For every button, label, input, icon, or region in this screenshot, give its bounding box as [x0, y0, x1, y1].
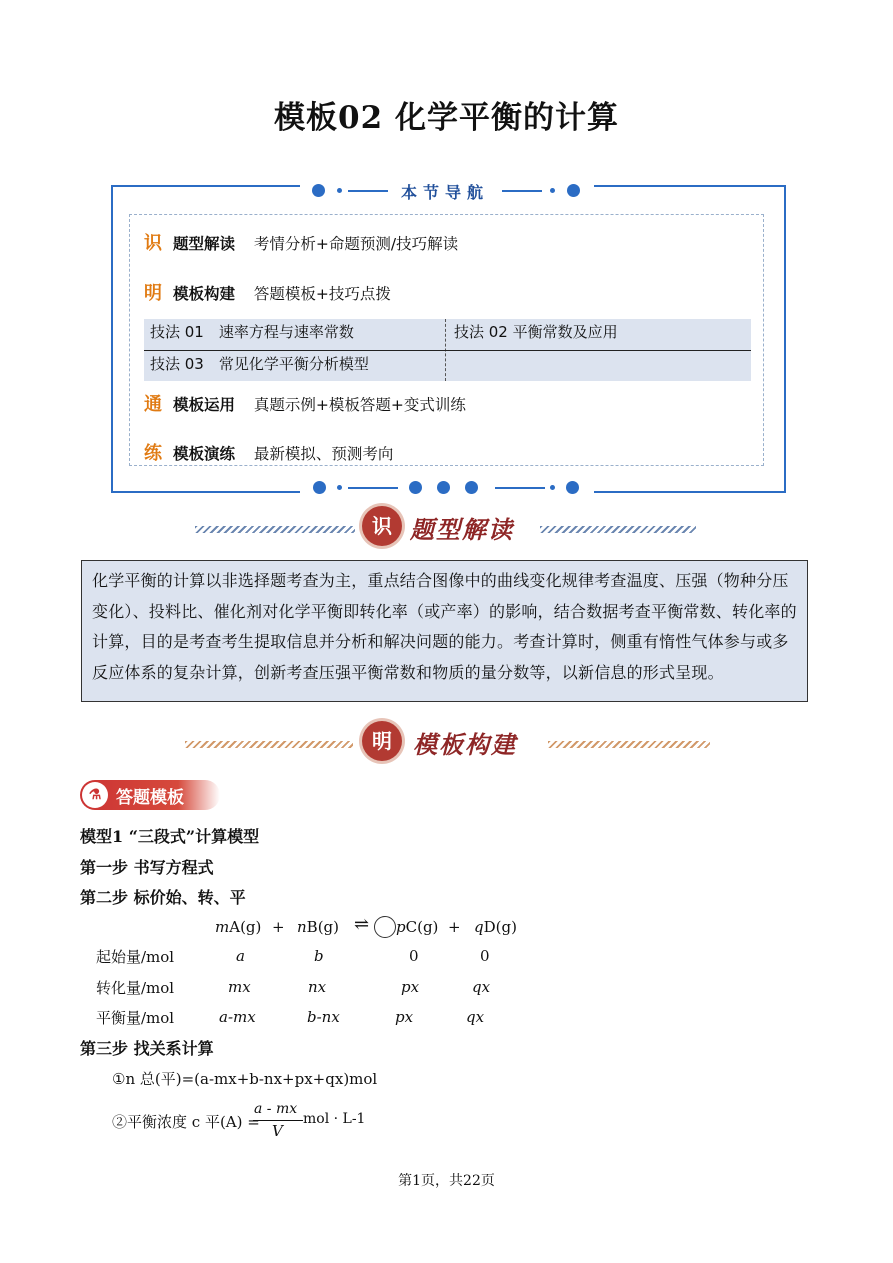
dot-icon — [409, 481, 422, 494]
technique-link-1[interactable]: 技法 01 速率方程与速率常数 — [150, 323, 354, 341]
banner-stripe — [195, 526, 355, 533]
model-title: 模型1 “三段式”计算模型 — [80, 827, 260, 846]
dot-icon — [567, 184, 580, 197]
dot-icon — [337, 485, 342, 490]
section-heading: 题型解读 — [410, 515, 514, 544]
calc-total-moles: ①n 总(平)=(a-mx+b-nx+px+qx)mol — [112, 1070, 378, 1088]
dot-icon — [566, 481, 579, 494]
dot-icon — [437, 481, 450, 494]
section-badge: 明 — [362, 721, 402, 761]
intro-box — [81, 560, 808, 702]
technique-link-3[interactable]: 技法 03 常见化学平衡分析模型 — [150, 355, 369, 373]
fraction-numerator: a - mx — [254, 1101, 298, 1117]
step-1: 第一步 书写方程式 — [80, 858, 214, 877]
technique-link-2[interactable]: 技法 02 平衡常数及应用 — [454, 323, 618, 341]
dot-icon — [312, 184, 325, 197]
section-badge: 识 — [362, 506, 402, 546]
page-number: 第1页，共22页 — [398, 1173, 495, 1189]
nav-title: 本节导航 — [400, 183, 489, 202]
answer-template-tag: ⚗ 答题模板 — [80, 780, 220, 810]
row-label: 平衡量/mol — [96, 1009, 175, 1027]
dot-icon — [550, 485, 555, 490]
step-2: 第二步 标价始、转、平 — [80, 888, 246, 907]
dot-icon — [313, 481, 326, 494]
reactant-a: mA(g) — [215, 918, 262, 936]
dot-icon — [337, 188, 342, 193]
flask-icon: ⚗ — [82, 782, 108, 808]
banner-stripe — [548, 741, 710, 748]
banner-stripe — [185, 741, 353, 748]
equilibrium-arrow-icon: ⇌ — [354, 914, 370, 935]
step-3: 第三步 找关系计算 — [80, 1039, 214, 1058]
page-title: 模板02 化学平衡的计算 — [274, 100, 619, 136]
product-d: qD(g) — [474, 918, 517, 936]
row-label: 起始量/mol — [96, 948, 175, 966]
intro-text: 化学平衡的计算以非选择题考查为主，重点结合图像中的曲线变化规律考查温度、压强（物种分压变化）、投料比、催化剂对化学平衡即转化率（或产率）的影响，结合数据考查平衡常数、转化率的计算，目的是考查考生提取信息并分析和解决问题的能力。考查计算时，侧重有惰性气体参与或多反应体系的复杂计算，创新考查压强平衡常数和物质的量分数等，以新信息的形式呈现。 — [92, 571, 797, 682]
row-label: 转化量/mol — [96, 979, 175, 997]
nav-item-recognize[interactable]: 识 题型解读 考情分析+命题预测/技巧解读 — [144, 233, 459, 254]
calc-concentration-label: ②平衡浓度 c 平(A) = — [112, 1113, 260, 1131]
product-c: pC(g) — [396, 918, 439, 936]
fraction-denominator: V — [272, 1122, 283, 1140]
circle-icon — [374, 916, 396, 938]
nav-item-practice[interactable]: 练 模板演练 最新模拟、预测考向 — [144, 443, 394, 464]
reactant-b: nB(g) — [297, 918, 340, 936]
nav-item-build[interactable]: 明 模板构建 答题模板+技巧点拨 — [144, 283, 391, 304]
section-heading: 模板构建 — [413, 730, 517, 759]
dot-icon — [465, 481, 478, 494]
banner-stripe — [540, 526, 696, 533]
dot-icon — [550, 188, 555, 193]
concentration-unit: mol · L-1 — [303, 1111, 366, 1127]
nav-item-apply[interactable]: 通 模板运用 真题示例+模板答题+变式训练 — [144, 394, 466, 415]
